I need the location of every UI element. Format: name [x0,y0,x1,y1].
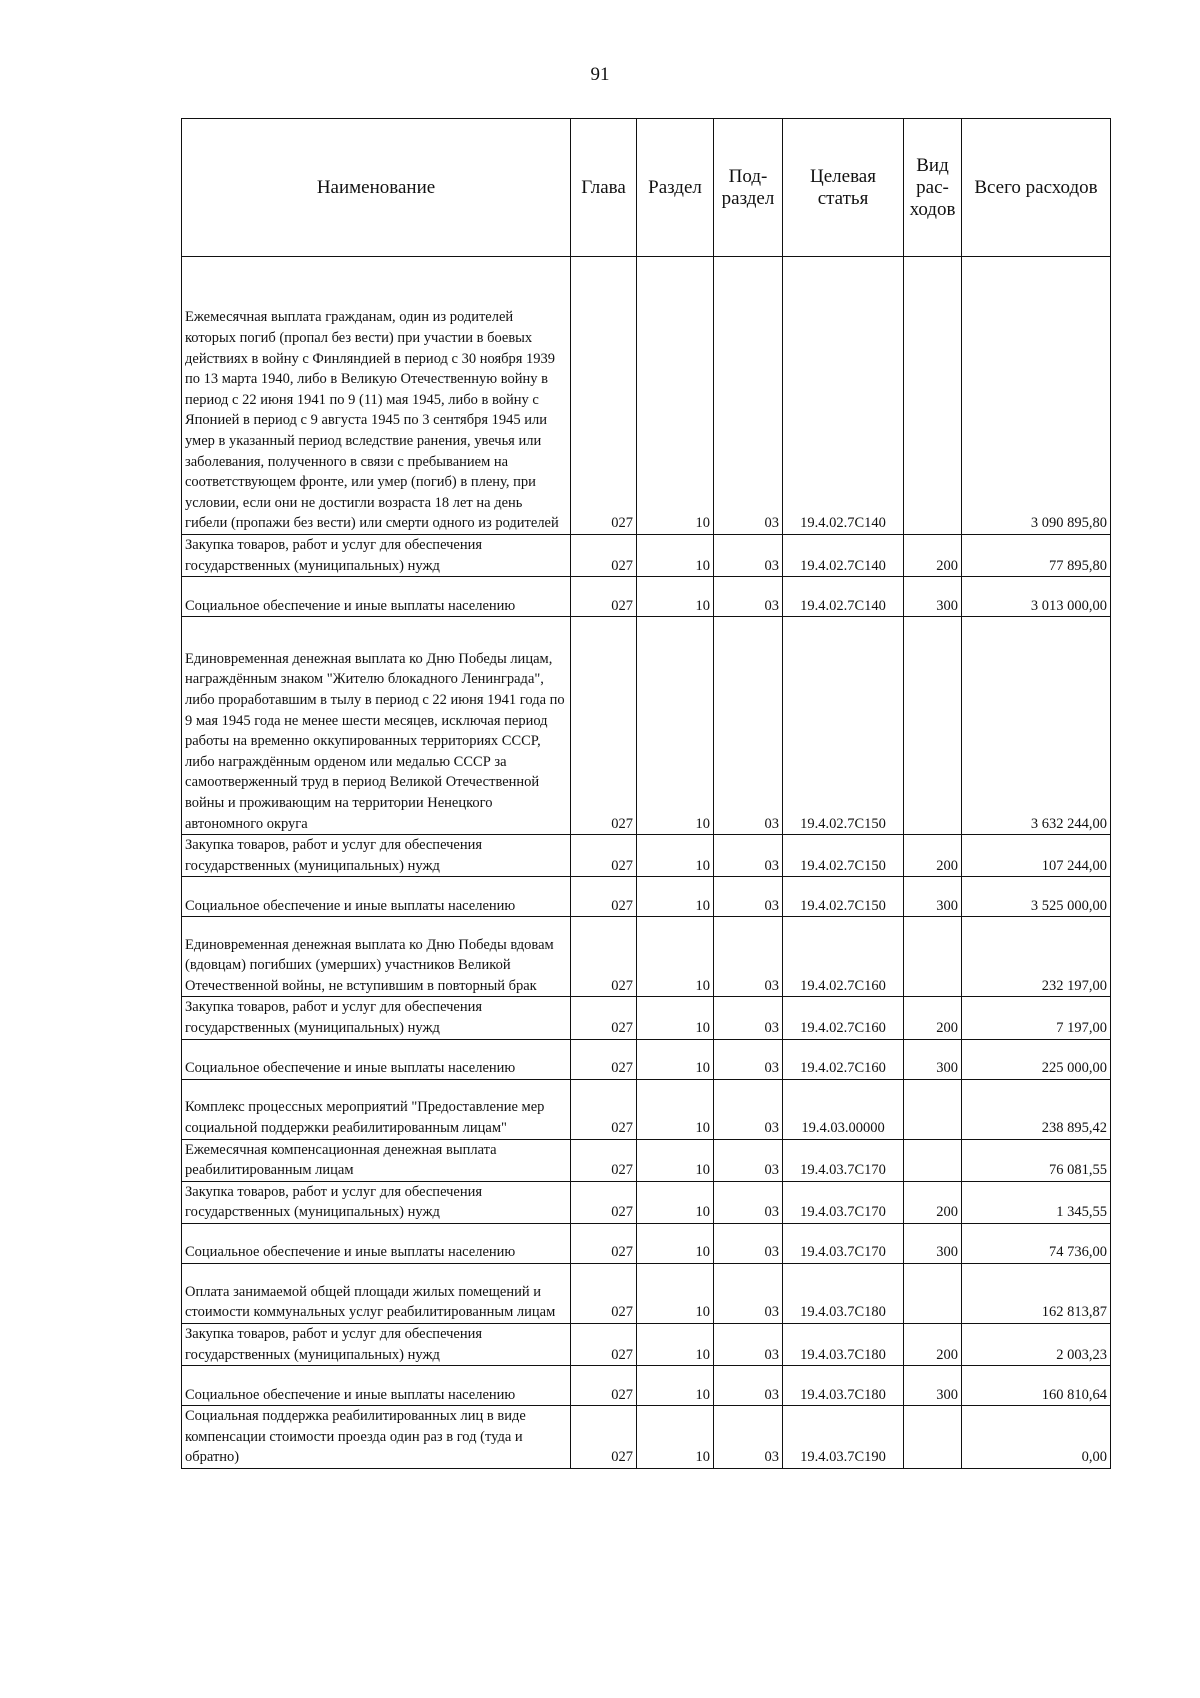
cell-razdel: 10 [637,1263,714,1323]
cell-razdel: 10 [637,1079,714,1139]
cell-glava: 027 [571,1079,637,1139]
cell-name: Социальное обеспечение и иные выплаты населению [182,877,571,917]
cell-vid: 300 [904,1366,962,1406]
cell-total: 225 000,00 [962,1039,1111,1079]
table-row [182,535,1111,577]
cell-celevaya: 19.4.02.7С150 [783,835,904,877]
cell-total: 76 081,55 [962,1139,1111,1181]
cell-razdel: 10 [637,1406,714,1469]
cell-total: 232 197,00 [962,917,1111,997]
cell-celevaya: 19.4.03.7С180 [783,1323,904,1365]
header-celevaya: Целевая статья [783,119,904,257]
cell-celevaya: 19.4.02.7С160 [783,917,904,997]
cell-razdel: 10 [637,1139,714,1181]
cell-glava: 027 [571,1263,637,1323]
cell-name: Социальная поддержка реабилитированных лиц в виде компенсации стоимости проезда один раз в год (туда и обратно) [182,1406,571,1469]
cell-glava: 027 [571,257,637,535]
page-number: 91 [590,64,610,85]
cell-razdel: 10 [637,1366,714,1406]
table-row [182,257,1111,535]
cell-celevaya: 19.4.03.7С180 [783,1263,904,1323]
cell-total: 77 895,80 [962,535,1111,577]
cell-razdel: 10 [637,535,714,577]
cell-razdel: 10 [637,617,714,835]
cell-celevaya: 19.4.02.7С160 [783,997,904,1039]
cell-podrazdel: 03 [714,1323,783,1365]
cell-razdel: 10 [637,997,714,1039]
cell-total: 74 736,00 [962,1223,1111,1263]
cell-razdel: 10 [637,917,714,997]
cell-podrazdel: 03 [714,1181,783,1223]
cell-podrazdel: 03 [714,835,783,877]
table-row [182,1223,1111,1263]
cell-glava: 027 [571,835,637,877]
cell-name: Закупка товаров, работ и услуг для обеспечения государственных (муниципальных) нужд [182,1323,571,1365]
cell-name: Социальное обеспечение и иные выплаты населению [182,1366,571,1406]
cell-total: 3 525 000,00 [962,877,1111,917]
cell-podrazdel: 03 [714,1039,783,1079]
cell-total: 162 813,87 [962,1263,1111,1323]
table-row [182,997,1111,1039]
cell-total: 3 090 895,80 [962,257,1111,535]
cell-name: Социальное обеспечение и иные выплаты населению [182,577,571,617]
table-row [182,1406,1111,1469]
cell-razdel: 10 [637,1039,714,1079]
cell-name: Закупка товаров, работ и услуг для обеспечения государственных (муниципальных) нужд [182,1181,571,1223]
cell-name: Закупка товаров, работ и услуг для обеспечения государственных (муниципальных) нужд [182,835,571,877]
cell-celevaya: 19.4.03.7С170 [783,1181,904,1223]
cell-vid: 300 [904,1223,962,1263]
cell-glava: 027 [571,1223,637,1263]
cell-vid [904,1079,962,1139]
cell-podrazdel: 03 [714,1139,783,1181]
cell-glava: 027 [571,617,637,835]
cell-total: 2 003,23 [962,1323,1111,1365]
cell-podrazdel: 03 [714,1223,783,1263]
cell-podrazdel: 03 [714,1406,783,1469]
header-total: Всего расходов [962,119,1111,257]
cell-vid [904,1406,962,1469]
table-row [182,1181,1111,1223]
cell-total: 0,00 [962,1406,1111,1469]
cell-name: Социальное обеспечение и иные выплаты населению [182,1223,571,1263]
cell-podrazdel: 03 [714,617,783,835]
cell-total: 3 632 244,00 [962,617,1111,835]
cell-glava: 027 [571,535,637,577]
cell-total: 107 244,00 [962,835,1111,877]
cell-razdel: 10 [637,1223,714,1263]
cell-vid: 200 [904,997,962,1039]
table-row [182,617,1111,835]
cell-name: Социальное обеспечение и иные выплаты населению [182,1039,571,1079]
header-row [182,119,1111,257]
cell-celevaya: 19.4.02.7С140 [783,535,904,577]
cell-name: Ежемесячная компенсационная денежная выплата реабилитированным лицам [182,1139,571,1181]
cell-glava: 027 [571,877,637,917]
cell-glava: 027 [571,1406,637,1469]
cell-name: Закупка товаров, работ и услуг для обеспечения государственных (муниципальных) нужд [182,535,571,577]
header-vid: Вид рас- ходов [904,119,962,257]
cell-glava: 027 [571,1323,637,1365]
cell-vid: 300 [904,577,962,617]
cell-celevaya: 19.4.03.7С180 [783,1366,904,1406]
cell-razdel: 10 [637,877,714,917]
cell-podrazdel: 03 [714,1263,783,1323]
cell-name: Единовременная денежная выплата ко Дню Победы вдовам (вдовцам) погибших (умерших) участников Великой Отечественной войны, не вступившим в повторный брак [182,917,571,997]
cell-podrazdel: 03 [714,1079,783,1139]
cell-vid [904,617,962,835]
table-row [182,1366,1111,1406]
cell-celevaya: 19.4.02.7С150 [783,617,904,835]
cell-name: Ежемесячная выплата гражданам, один из родителей которых погиб (пропал без вести) при участии в боевых действиях в войну с Финляндией в период с 30 ноября 1939 по 13 марта 1940, либо в Великую Отечественную войну в период с 22 июня 1941 по 9 (11) мая 1945, либо в войну с Японией в период с 9 августа 1945 по 3 сентября 1945 или умер в указанный период вследствие ранения, увечья или заболевания, полученного в связи с пребыванием на соответствующем фронте, или умер (погиб) в плену, при условии, если они не достигли возраста 18 лет на день гибели (пропажи без вести) или смерти одного из родителей [182,257,571,535]
cell-vid: 300 [904,1039,962,1079]
cell-vid: 200 [904,1181,962,1223]
cell-podrazdel: 03 [714,257,783,535]
cell-glava: 027 [571,917,637,997]
cell-vid [904,917,962,997]
cell-total: 1 345,55 [962,1181,1111,1223]
cell-name: Закупка товаров, работ и услуг для обеспечения государственных (муниципальных) нужд [182,997,571,1039]
cell-vid [904,257,962,535]
cell-total: 160 810,64 [962,1366,1111,1406]
cell-name: Комплекс процессных мероприятий "Предоставление мер социальной поддержки реабилитированным лицам" [182,1079,571,1139]
table-row [182,1139,1111,1181]
cell-podrazdel: 03 [714,535,783,577]
cell-razdel: 10 [637,1181,714,1223]
cell-celevaya: 19.4.02.7С150 [783,877,904,917]
table-body [182,257,1111,1469]
table-row [182,1263,1111,1323]
cell-vid: 200 [904,535,962,577]
cell-vid [904,1263,962,1323]
table-row [182,1323,1111,1365]
cell-glava: 027 [571,997,637,1039]
cell-podrazdel: 03 [714,877,783,917]
cell-total: 7 197,00 [962,997,1111,1039]
cell-vid: 200 [904,835,962,877]
cell-celevaya: 19.4.03.00000 [783,1079,904,1139]
cell-podrazdel: 03 [714,577,783,617]
cell-celevaya: 19.4.02.7С140 [783,577,904,617]
budget-table [181,118,1111,1469]
header-name: Наименование [182,119,571,257]
table-row [182,917,1111,997]
header-podrazdel: Под- раздел [714,119,783,257]
cell-celevaya: 19.4.03.7С170 [783,1223,904,1263]
table-row [182,1079,1111,1139]
cell-name: Единовременная денежная выплата ко Дню Победы лицам, награждённым знаком "Жителю блокадного Ленинграда", либо проработавшим в тылу в период с 22 июня 1941 года по 9 мая 1945 года не менее шести месяцев, исключая период работы на временно оккупированных территориях СССР, либо награждённым орденом или медалью СССР за самоотверженный труд в период Великой Отечественной войны и проживающим на территории Ненецкого автономного округа [182,617,571,835]
cell-celevaya: 19.4.02.7С160 [783,1039,904,1079]
cell-glava: 027 [571,1181,637,1223]
cell-total: 238 895,42 [962,1079,1111,1139]
cell-vid [904,1139,962,1181]
table-row [182,1039,1111,1079]
header-glava: Глава [571,119,637,257]
cell-razdel: 10 [637,577,714,617]
cell-podrazdel: 03 [714,917,783,997]
cell-name: Оплата занимаемой общей площади жилых помещений и стоимости коммунальных услуг реабилитированным лицам [182,1263,571,1323]
cell-razdel: 10 [637,257,714,535]
cell-razdel: 10 [637,1323,714,1365]
cell-podrazdel: 03 [714,997,783,1039]
cell-vid: 200 [904,1323,962,1365]
cell-razdel: 10 [637,835,714,877]
cell-glava: 027 [571,1039,637,1079]
header-razdel: Раздел [637,119,714,257]
cell-total: 3 013 000,00 [962,577,1111,617]
cell-celevaya: 19.4.03.7С170 [783,1139,904,1181]
table-row [182,577,1111,617]
cell-celevaya: 19.4.03.7С190 [783,1406,904,1469]
table-row [182,835,1111,877]
cell-vid: 300 [904,877,962,917]
cell-glava: 027 [571,1139,637,1181]
cell-glava: 027 [571,577,637,617]
table-row [182,877,1111,917]
cell-glava: 027 [571,1366,637,1406]
cell-celevaya: 19.4.02.7С140 [783,257,904,535]
cell-podrazdel: 03 [714,1366,783,1406]
